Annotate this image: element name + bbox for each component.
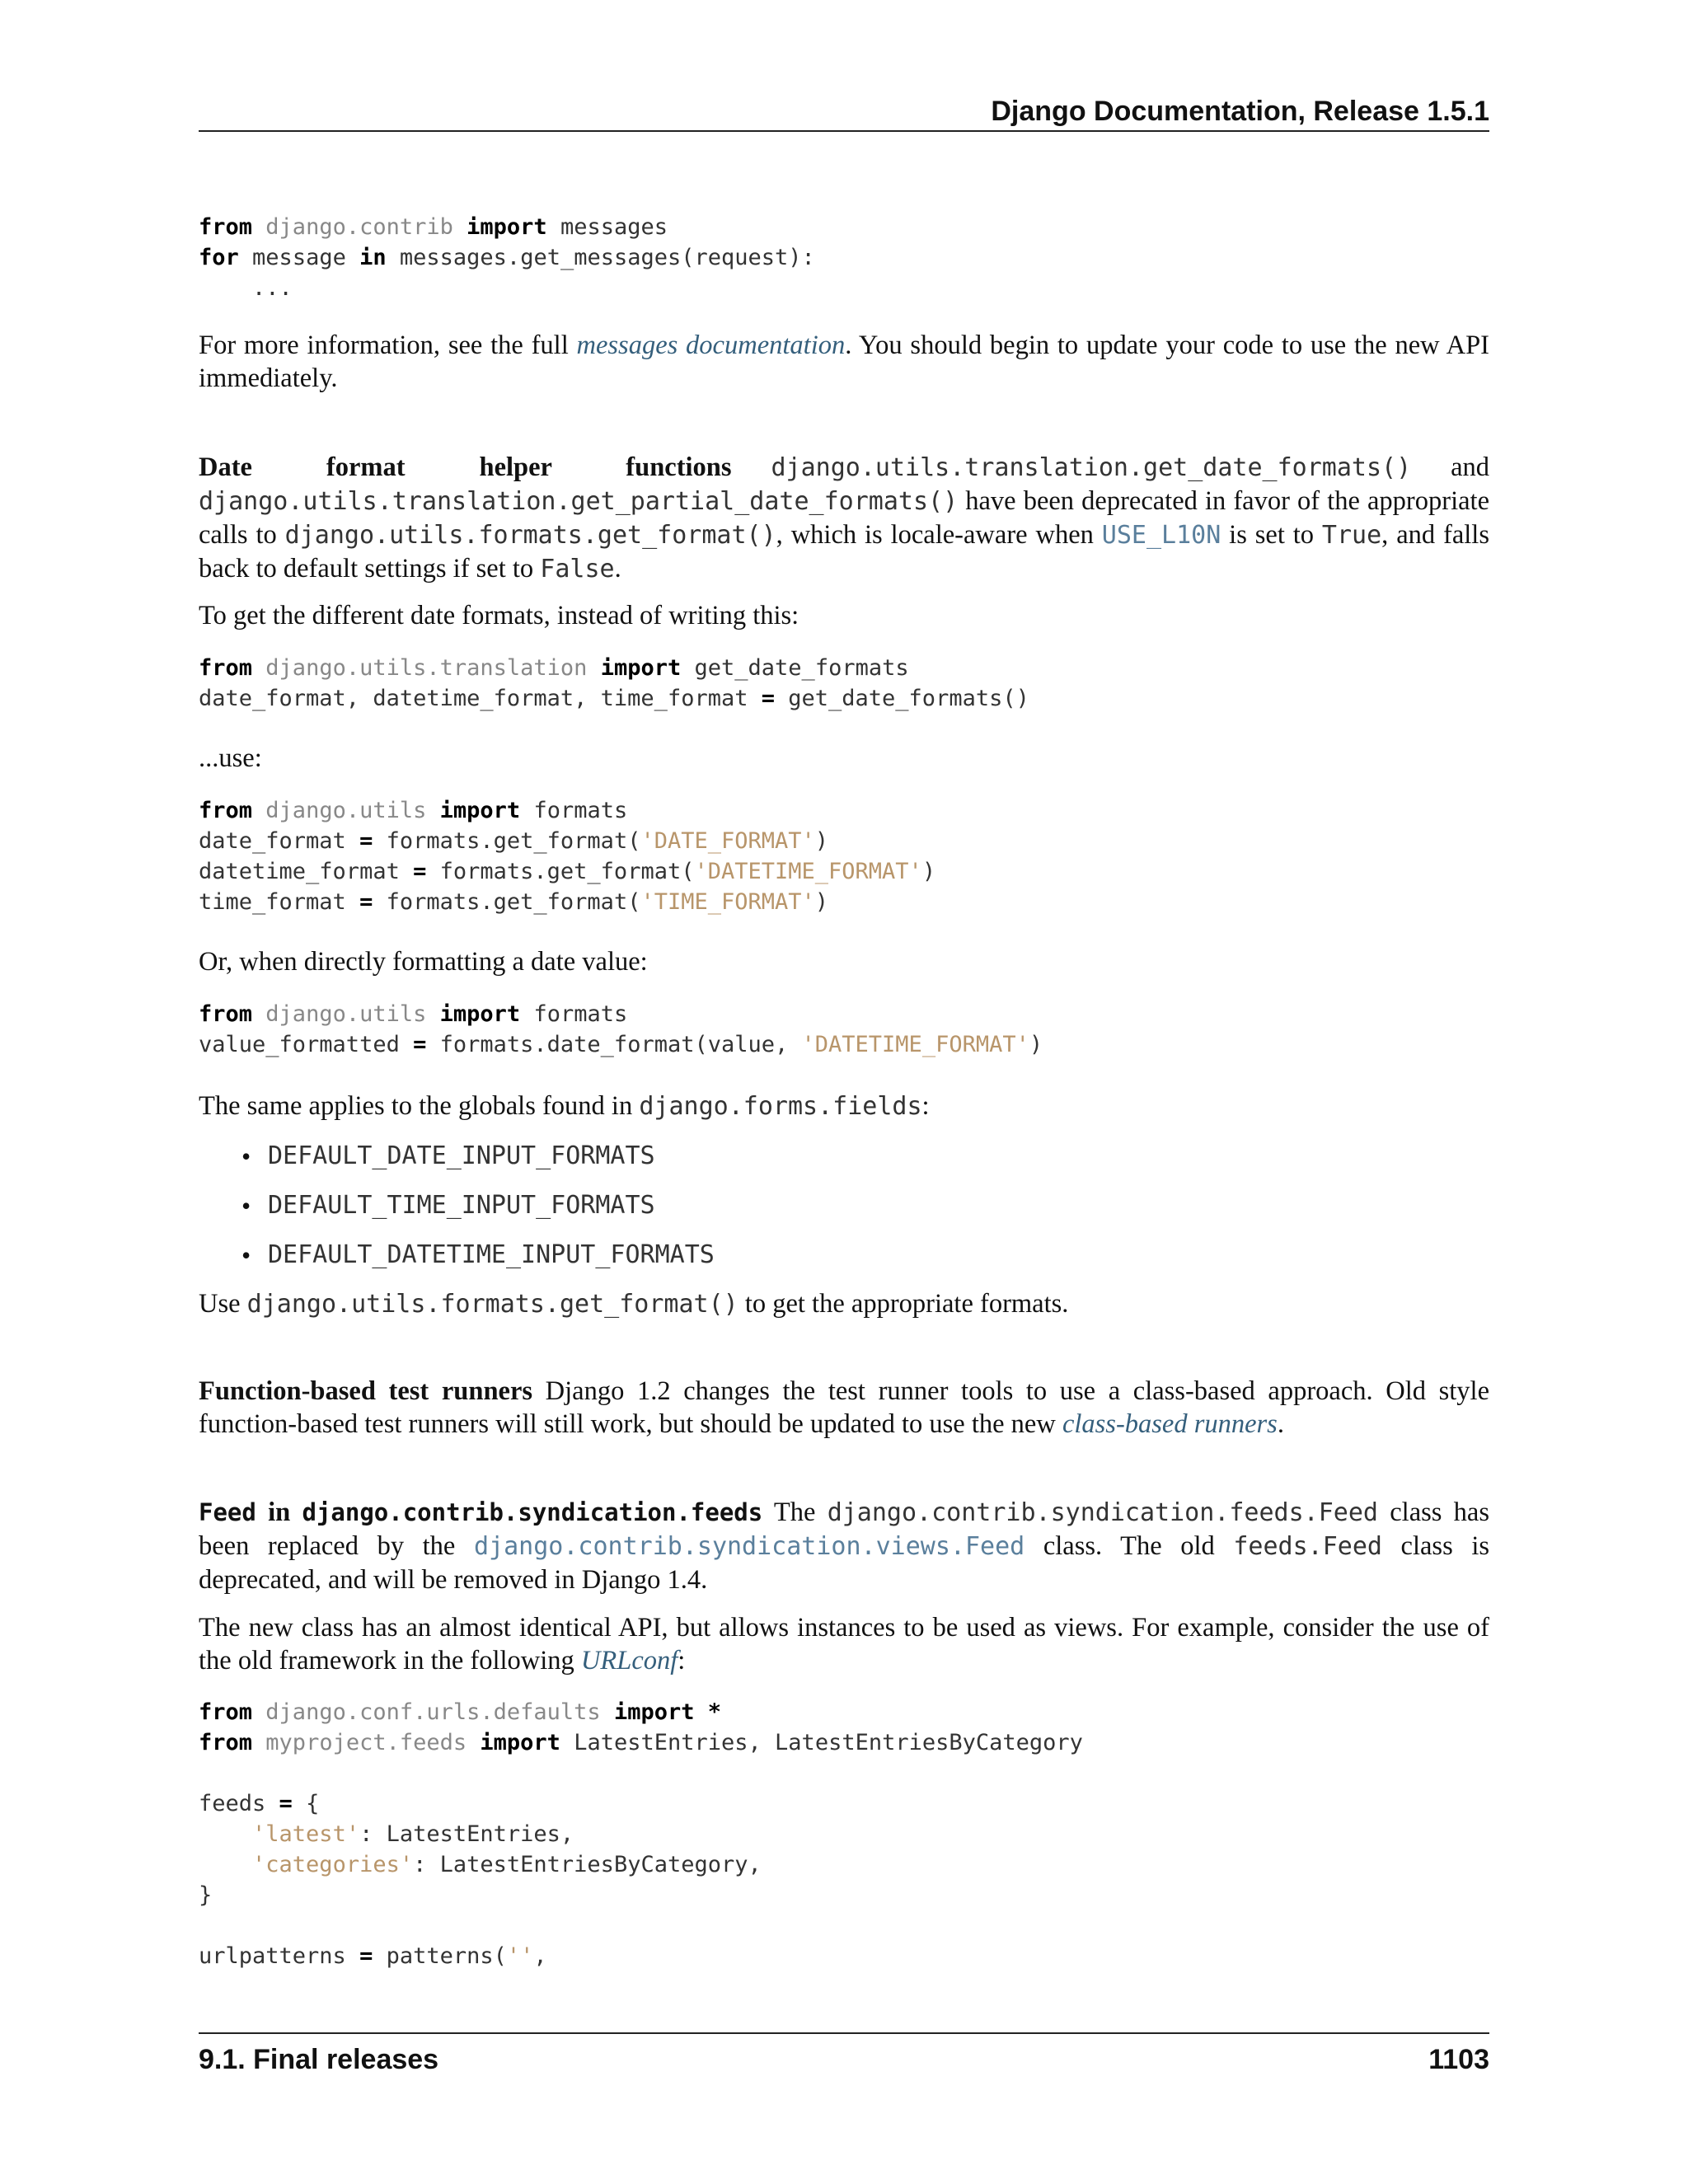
section-heading-feed-1: Feed xyxy=(199,1498,256,1526)
paragraph-messages-info: For more information, see the full messages documentation. You should begin to update your code to use the new API immediately. xyxy=(199,330,1489,393)
class-based-runners-link[interactable]: class-based runners xyxy=(1062,1409,1278,1439)
messages-documentation-link[interactable]: messages documentation xyxy=(576,330,846,360)
page-footer xyxy=(199,2032,1489,2085)
paragraph-same-applies: The same applies to the globals found in django.forms.fields: xyxy=(199,1091,930,1121)
code-block-new-formats: from django.utils import formats date_format = formats.get_format('DATE_FORMAT') datetime_format = formats.get_format('DATETIME_FORMAT') time_format = formats.get_format('TIME_FORMAT') xyxy=(199,798,936,915)
list-item: • DEFAULT_TIME_INPUT_FORMATS xyxy=(199,1181,1489,1230)
footer-section-title: 9.1. Final releases xyxy=(199,2044,439,2075)
views-feed-link[interactable]: django.contrib.syndication.views.Feed xyxy=(473,1532,1025,1561)
code-block-date-format-value: from django.utils import formats value_formatted = formats.date_format(value, 'DATETIME_FORMAT') xyxy=(199,1001,1043,1057)
globals-list xyxy=(199,1132,1489,1280)
section-date-format-helpers: Date format helper functions django.utils.translation.get_date_formats() and django.utils.translation.get_partial_date_formats() have been deprecated in favor of the appropriate calls to django.utils.formats.get_format(), which is locale-aware when USE_L10N is set to True, and falls back to default settings if set to False. xyxy=(199,452,1490,583)
header-title: Django Documentation, Release 1.5.1 xyxy=(991,96,1489,127)
list-item: • DEFAULT_DATE_INPUT_FORMATS xyxy=(199,1132,1489,1181)
code-block-messages: from django.contrib import messages for message in messages.get_messages(request): ... xyxy=(199,214,815,301)
section-heading-test-runners: Function-based test runners xyxy=(199,1376,533,1406)
paragraph-or-when: Or, when directly formatting a date value: xyxy=(199,947,648,977)
paragraph-to-get: To get the different date formats, instead of writing this: xyxy=(199,601,799,630)
urlconf-link[interactable]: URLconf xyxy=(580,1646,678,1675)
page-number: 1103 xyxy=(1428,2044,1489,2075)
code-block-old-date-formats: from django.utils.translation import get_date_formats date_format, datetime_format, time_format = get_date_formats() xyxy=(199,655,1029,711)
section-heading-date-format: Date format helper functions xyxy=(199,452,732,482)
list-item: • DEFAULT_DATETIME_INPUT_FORMATS xyxy=(199,1230,1489,1280)
paragraph-use: ...use: xyxy=(199,743,262,773)
code-block-feeds-urlconf: from django.conf.urls.defaults import * from myproject.feeds import LatestEntries, LatestEntriesByCategory feeds = { 'latest': LatestEntries, 'categories': LatestEntriesByCategory, } urlpatterns = patterns('', xyxy=(199,1699,1083,1969)
section-feed-syndication: Feed in django.contrib.syndication.feeds The django.contrib.syndication.feeds.Feed class has been replaced by the django.contrib.syndication.views.Feed class. The old feeds.Feed class is deprecated, and will be removed in Django 1.4. xyxy=(199,1497,1490,1595)
paragraph-use-get-format: Use django.utils.formats.get_format() to get the appropriate formats. xyxy=(199,1289,1069,1319)
section-heading-feed-2: django.contrib.syndication.feeds xyxy=(302,1498,763,1526)
paragraph-new-class: The new class has an almost identical API, but allows instances to be used as views. For example, consider the use of the old framework in the following URLconf: xyxy=(199,1613,1489,1675)
running-header xyxy=(199,92,1489,132)
use-l10n-link[interactable]: USE_L10N xyxy=(1101,521,1221,550)
section-function-based-test-runners: Function-based test runners Django 1.2 changes the test runner tools to use a class-based approach. Old style function-based test runners will still work, but should be updated to use the new class-based runners. xyxy=(199,1376,1489,1439)
